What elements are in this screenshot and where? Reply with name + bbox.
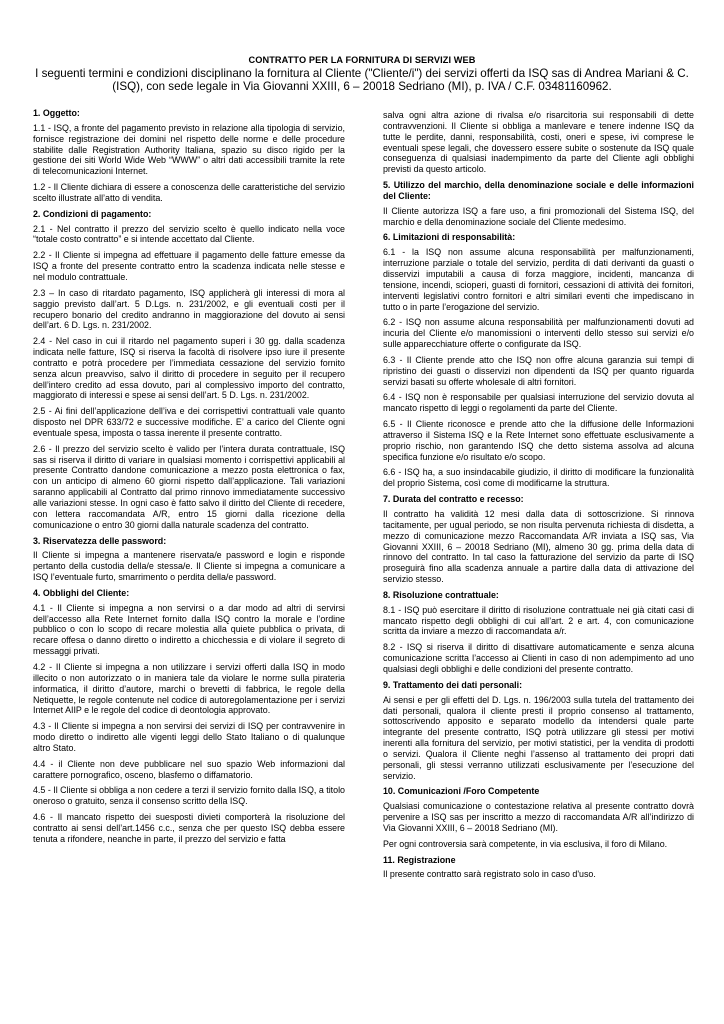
contract-section xyxy=(383,494,694,585)
clause-paragraph: Il presente contratto sarà registrato solo in caso d'uso. xyxy=(383,869,596,880)
section-heading: 10. Comunicazioni /Foro Competente xyxy=(383,786,540,797)
clause-paragraph: 2.5 - Ai fini dell’applicazione dell’iva e dei corrispettivi contrattuali vale quanto disposto nel DPR 633/72 e successive modifiche. E’ a carico del Cliente ogni eventuale spesa, imposta o tassa inerente il presente contratto. xyxy=(33,406,345,438)
clause-paragraph: 8.2 - ISQ si riserva il diritto di disattivare automaticamente e senza alcuna comunicazione scritta l’accesso ai Clienti in caso di non adempimento ad uno qualsiasi degli obblighi e delle condizioni del presente contratto. xyxy=(383,642,694,674)
clause-paragraph: 6.4 - ISQ non è responsabile per qualsiasi interruzione del servizio dovuta al mancato rispetto di leggi o regolamenti da parte del Cliente. xyxy=(383,392,694,414)
clause-paragraph: 4.5 - Il Cliente si obbliga a non cedere a terzi il servizio fornito dalla ISQ, a titolo oneroso o gratuito, senza il consenso scritto della ISQ. xyxy=(33,785,345,807)
clause-paragraph: salva ogni altra azione di rivalsa e/o risarcitoria sui responsabili di dette contravvenzioni. Il Cliente si obbliga a manlevare e tenere indenne ISQ da tutte le perdite, danni, responsabilità, costi, oneri e spese, ivi comprese le eventuali spese legali, che dovessero essere subite o sostenute da ISQ quale conseguenza di qualsiasi inadempimento da parte del Cliente agli obblighi previsti da questo articolo. xyxy=(383,110,694,175)
contract-section xyxy=(383,180,694,227)
clause-paragraph: 6.2 - ISQ non assume alcuna responsabilità per malfunzionamenti dovuti ad incuria del Cliente e/o manomissioni o interventi dello stesso sui servizi e/o sulle apparecchiature offerte o configurate da ISQ. xyxy=(383,317,694,350)
section-heading: 6. Limitazioni di responsabilità: xyxy=(383,232,516,243)
clause-paragraph: 6.1 - la ISQ non assume alcuna responsabilità per malfunzionamenti, interruzione parziale o totale del servizio, perdita di dati derivanti da guasti o disservizi imputabili a causa di forza maggiore, incidenti, mancanza di tensione, incendi, scioperi, guasti di fornitori, cessazioni di attività dei fornitori, interventi legislativi contro fornitori e altri similari eventi che impediscano in tutto o in parte l’erogazione del servizio. xyxy=(383,247,694,312)
section-heading: 1. Oggetto: xyxy=(33,108,80,118)
document-intro: I seguenti termini e condizioni disciplinano la fornitura al Cliente ("Cliente/i") dei servizi offerti da ISQ sas di Andrea Mariani & C. (ISQ), con sede legale in Via Giovanni XXIII, 6 – 20018 Sedriano (MI), p. IVA / C.F. 03481160962. xyxy=(35,67,689,94)
section-heading: 11. Registrazione xyxy=(383,854,456,865)
clause-paragraph: Il Cliente autorizza ISQ a fare uso, a fini promozionali del Sistema ISQ, del marchio e della denominazione sociale del Cliente medesimo. xyxy=(383,205,694,227)
clause-paragraph: 2.4 - Nel caso in cui il ritardo nel pagamento superi i 30 gg. dalla scadenza indicata nelle fatture, ISQ si riserva la facoltà di risolvere ipso iure il presente contratto e potrà procedere per l’immediata cessazione del servizio fornito senza alcun preavviso, salvo il diritto di procedere in seguito per il recupero dell’intero credito ad essa dovuto, pari al complessivo importo del contratto, maggiorato di interessi e spese ai sensi dell’art. 5 D. Lgs. n. 231/2002. xyxy=(33,336,345,401)
section-heading: 3. Riservatezza delle password: xyxy=(33,535,167,546)
clause-paragraph: 6.3 - Il Cliente prende atto che ISQ non offre alcuna garanzia sui tempi di ripristino dei guasti o disservizi non dipendenti da ISQ per quanto riguarda servizi basati su offerte wholesale di altri fornitori. xyxy=(383,354,694,387)
right-column xyxy=(383,110,694,885)
contract-section xyxy=(383,855,694,881)
contract-section xyxy=(33,209,345,531)
clause-paragraph: 2.1 - Nel contratto il prezzo del servizio scelto è quello indicato nella voce “totale costo contratto” e si intende accettato dal Cliente. xyxy=(33,223,345,245)
contract-section xyxy=(383,590,694,675)
clause-paragraph: 1.1 - ISQ, a fronte del pagamento previsto in relazione alla tipologia di servizio, fornisce registrazione dei domini nel rispetto delle norme e delle procedure stabilite dalle Registration Authority Italiana, spazio su disco rigido per la gestione dei siti World Wide Web “WWW” o altri dati accessibili tramite la rete di telecomunicazioni Internet. xyxy=(33,122,345,177)
clause-paragraph: Il contratto ha validità 12 mesi dalla data di sottoscrizione. Si rinnova tacitamente, per ugual periodo, se non risulta pervenuta richiesta di disdetta, a mezzo di comunicazione mezzo Raccomandata A/R inviata a ISQ sas, Via Giovanni XXIII, 6 – 20018 Sedriano (MI), almeno 30 gg. prima della data di rinnovo del contratto. In tal caso la fatturazione del servizio da parte di ISQ proseguirà fino alla scadenza annuale a partire dalla data di attivazione del servizio stesso. xyxy=(383,509,694,585)
clause-paragraph: Qualsiasi comunicazione o contestazione relativa al presente contratto dovrà pervenire a ISQ sas per inscritto a mezzo di raccomandata A/R all’indirizzo di Via Giovanni XXIII, 6 – 20018 Sedriano (MI). xyxy=(383,801,694,833)
clause-paragraph: Ai sensi e per gli effetti del D. Lgs. n. 196/2003 sulla tutela del trattamento dei dati personali, qualora il cliente presti il proprio consenso al trattamento, sottoscrivendo apposito e separato modello da intendersi quale parte integrante del presente contratto, ISQ potrà utilizzare gli stessi per motivi inerenti alla fornitura del servizio, per motivi statistici, per la vendita di prodotti o servizi. Qualora il Cliente neghi l’assenso al trattamento dei propri dati personali, gli stessi verranno utilizzati esclusivamente per l’esecuzione del servizio. xyxy=(383,694,694,781)
clause-paragraph: 2.3 – In caso di ritardato pagamento, ISQ applicherà gli interessi di mora al saggio previsto dall’art. 5 D.Lgs. n. 231/2002, e gli eventuali costi per il recupero bonario del credito andranno in maggiorazione del dovuto ai sensi dell’art. 6 D. Lgs. n. 231/2002. xyxy=(33,287,345,331)
section-heading: 5. Utilizzo del marchio, della denominazione sociale e delle informazioni del Cliente: xyxy=(383,180,694,201)
clause-paragraph: 6.5 - Il Cliente riconosce e prende atto che la diffusione delle Informazioni attraverso il Sistema ISQ e la Rete Internet sono effettuate esclusivamente a proprio rischio, non garantendo ISQ che detto sistema assolva ad alcuna specifica funzione e/o risultato e/o scopo. xyxy=(383,419,694,462)
clause-paragraph: 8.1 - ISQ può esercitare il diritto di risoluzione contrattuale nei già citati casi di mancato rispetto degli obblighi di cui all’art. 2 e art. 4, con comunicazione scritta da inviare a mezzo di raccomandata a/r. xyxy=(383,604,694,637)
clause-paragraph: 2.2 - Il Cliente si impegna ad effettuare il pagamento delle fatture emesse da ISQ a fronte del presente contratto entro la scadenza indicata nelle stesse e nel modulo contrattuale. xyxy=(33,250,345,282)
contract-section xyxy=(33,536,345,583)
contract-section xyxy=(383,786,694,849)
contract-section xyxy=(383,680,694,782)
clause-paragraph: Il Cliente si impegna a mantenere riservata/e password e login e risponde pertanto della custodia della/e stessa/e. Il Cliente si impegna a comunicare a ISQ l’eventuale furto, smarrimento o perdita della/e password. xyxy=(33,550,345,583)
contract-section xyxy=(383,232,694,489)
clause-paragraph: 4.6 - Il mancato rispetto dei suesposti divieti comporterà la risoluzione del contratto ai sensi dell’art.1456 c.c., senza che per questo ISQ debba essere tenuta a rifondere, neanche in parte, il prezzo del servizio e fatta xyxy=(33,812,345,844)
clause-paragraph: 4.2 - Il Cliente si impegna a non utilizzare i servizi offerti dalla ISQ in modo illecito o non autorizzato o in maniera tale da violare le norme sulla pirateria informatica, il diritto d’autore, marchi o brevetti di fabbrica, le regole della Netiquette, le regole contenute nel codice di autoregolamentazione per i servizi Internet AIIP e le regole del codice di deontologia approvato. xyxy=(33,661,345,716)
contract-section xyxy=(33,108,345,204)
clause-paragraph: Per ogni controversia sarà competente, in via esclusiva, il foro di Milano. xyxy=(383,838,668,849)
contract-section xyxy=(383,110,694,175)
clause-paragraph: 4.4 - il Cliente non deve pubblicare nel suo spazio Web informazioni dal carattere pornografico, osceno, blasfemo o diffamatorio. xyxy=(33,758,345,780)
section-heading: 7. Durata del contratto e recesso: xyxy=(383,494,524,505)
clause-paragraph: 6.6 - ISQ ha, a suo insindacabile giudizio, il diritto di modificare la funzionalità del proprio Sistema, così come di modificarne la struttura. xyxy=(383,467,694,489)
clause-paragraph: 4.3 - Il Cliente si impegna a non servirsi dei servizi di ISQ per contravvenire in modo diretto o indiretto alle vigenti leggi dello Stato Italiano o di qualunque altro Stato. xyxy=(33,721,345,753)
clause-paragraph: 2.6 - Il prezzo del servizio scelto è valido per l’intera durata contrattuale, ISQ sas si riserva il diritto di variare in qualsiasi momento i corrispettivi applicabili al presente Contratto dandone comunicazione a mezzo posta elettronica o fax, con un anticipo di almeno 60 giorni rispetto dall’applicazione. Tali variazioni saranno applicabili al Contratto dal primo rinnovo immediatamente successivo alle variazioni stesse. In ogni caso è fatto salvo il diritto del Cliente di recedere, con lettera raccomandata A/R, entro 15 giorni dalla ricezione della comunicazione o entro 30 giorni dalla naturale scadenza del contratto. xyxy=(33,443,345,530)
clause-paragraph: 4.1 - Il Cliente si impegna a non servirsi o a dar modo ad altri di servirsi dell’accesso alla Rete Internet fornito dalla ISQ contro la morale e l’ordine pubblico o con lo scopo di recare molestia alla quiete pubblica o privata, di recare offesa o danno diretto o indiretto a chicchessia e di violare il segreto di messaggi privati. xyxy=(33,602,345,657)
section-heading: 2. Condizioni di pagamento: xyxy=(33,208,152,219)
section-heading: 8. Risoluzione contrattuale: xyxy=(383,589,499,600)
section-heading: 9. Trattamento dei dati personali: xyxy=(383,679,523,690)
document-title: CONTRATTO PER LA FORNITURA DI SERVIZI WEB xyxy=(248,55,476,65)
contract-section xyxy=(33,588,345,845)
left-column xyxy=(33,108,345,850)
section-heading: 4. Obblighi del Cliente: xyxy=(33,587,130,598)
clause-paragraph: 1.2 - Il Cliente dichiara di essere a conoscenza delle caratteristiche del servizio scelto illustrate all’atto di vendita. xyxy=(33,182,345,203)
